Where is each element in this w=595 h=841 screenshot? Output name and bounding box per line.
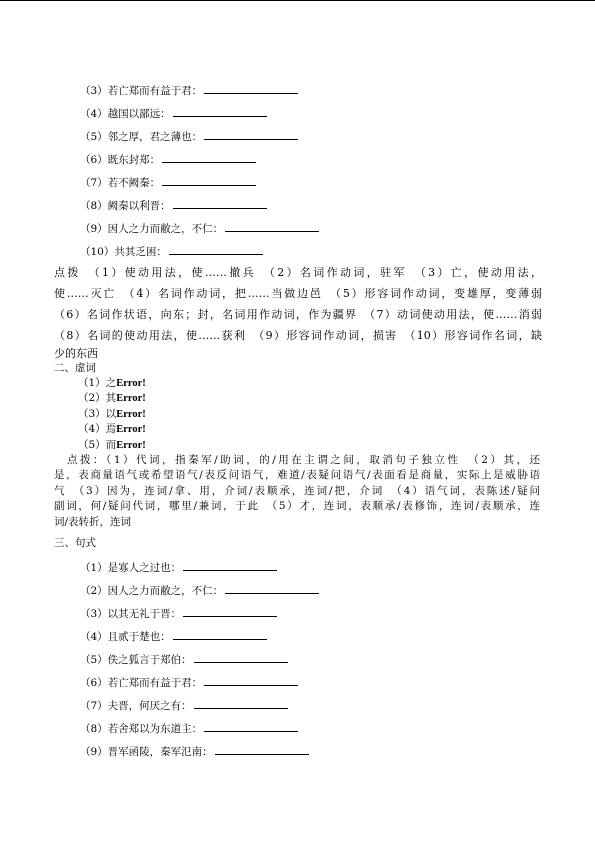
hint-line: 气 （3）因为，连词/拿、用，介词/表顺承，连词/把，介词 （4）语气词，表陈述/疑问 bbox=[54, 485, 540, 497]
list-item: （10）共其乏困： bbox=[80, 244, 263, 259]
answer-blank[interactable] bbox=[173, 106, 267, 117]
hint-line: （8）名词的使动用法，使……获利 （9）形容词作动词，损害 （10）形容词作名词，缺 bbox=[54, 329, 542, 342]
hint-line: （6）名词作状语，向东；封，名词用作动词，作为疆界 （7）动词使动用法，使……消弱 bbox=[54, 308, 542, 321]
answer-blank[interactable] bbox=[225, 583, 319, 594]
list-item: （9）晋军函陵，秦军氾南： bbox=[80, 744, 309, 759]
list-item: （8）阙秦以利晋： bbox=[80, 198, 267, 213]
list-item: （3）若亡郑而有益于君： bbox=[80, 83, 298, 98]
list-item: （5）而Error! bbox=[78, 439, 146, 451]
answer-blank[interactable] bbox=[173, 198, 267, 209]
page-top-rule bbox=[0, 0, 595, 1]
list-item: （1）是寡人之过也： bbox=[80, 560, 277, 575]
list-item: （8）若舍郑以为东道主： bbox=[80, 721, 298, 736]
answer-blank[interactable] bbox=[204, 721, 298, 732]
answer-blank[interactable] bbox=[162, 175, 256, 186]
answer-blank[interactable] bbox=[173, 629, 267, 640]
answer-blank[interactable] bbox=[194, 698, 288, 709]
list-item: （9）因人之力而敝之，不仁： bbox=[80, 221, 319, 236]
hint-line: 少的东西 bbox=[54, 347, 98, 360]
error-text: Error! bbox=[116, 409, 146, 420]
error-text: Error! bbox=[116, 393, 146, 404]
list-item: （6）既东封郑： bbox=[80, 152, 256, 167]
hint-line: 点拨 （1）使动用法，使……撤兵 （2）名词作动词，驻军 （3）亡，使动用法， bbox=[54, 266, 542, 279]
list-item: （1）之Error! bbox=[78, 377, 146, 389]
list-item: （4）且贰于楚也： bbox=[80, 629, 267, 644]
list-item: （7）夫晋，何厌之有： bbox=[80, 698, 288, 713]
section-heading: 三、句式 bbox=[54, 537, 96, 549]
error-text: Error! bbox=[116, 440, 146, 451]
error-text: Error! bbox=[116, 378, 146, 389]
hint-line: 点拨：（1）代词，指秦军/助词，的/用在主谓之间，取消句子独立性 （2）其，还 bbox=[54, 454, 540, 466]
answer-blank[interactable] bbox=[215, 744, 309, 755]
list-item: （6）若亡郑而有益于君： bbox=[80, 675, 298, 690]
answer-blank[interactable] bbox=[183, 560, 277, 571]
answer-blank[interactable] bbox=[162, 152, 256, 163]
answer-blank[interactable] bbox=[194, 652, 288, 663]
error-text: Error! bbox=[116, 424, 146, 435]
answer-blank[interactable] bbox=[204, 129, 298, 140]
answer-blank[interactable] bbox=[169, 244, 263, 255]
list-item: （7）若不阙秦： bbox=[80, 175, 256, 190]
list-item: （3）以Error! bbox=[78, 408, 146, 420]
answer-blank[interactable] bbox=[204, 83, 298, 94]
list-item: （2）因人之力而敝之，不仁： bbox=[80, 583, 319, 598]
answer-blank[interactable] bbox=[225, 221, 319, 232]
section-heading: 二、虚词 bbox=[54, 362, 96, 374]
list-item: （2）其Error! bbox=[78, 392, 146, 404]
list-item: （4）焉Error! bbox=[78, 423, 146, 435]
list-item: （3）以其无礼于晋： bbox=[80, 606, 277, 621]
hint-line: 副词，何/疑问代词，哪里/兼词，于此 （5）才，连词，表顺承/表修饰，连词/表顺承，连 bbox=[54, 500, 540, 512]
answer-blank[interactable] bbox=[204, 675, 298, 686]
list-item: （5）佚之狐言于郑伯： bbox=[80, 652, 288, 667]
answer-blank[interactable] bbox=[183, 606, 277, 617]
list-item: （5）邻之厚，君之薄也： bbox=[80, 129, 298, 144]
hint-line: 使……灭亡 （4）名词作动词，把……当做边邑 （5）形容词作动词，变雄厚，变薄弱 bbox=[54, 287, 542, 300]
list-item: （4）越国以鄙远： bbox=[80, 106, 267, 121]
hint-line: 是，表商量语气或希望语气/表反问语气，难道/表疑问语气/表面看是商量，实际上是威胁语 bbox=[54, 469, 540, 481]
hint-line: 词/表转折，连词 bbox=[54, 516, 132, 528]
